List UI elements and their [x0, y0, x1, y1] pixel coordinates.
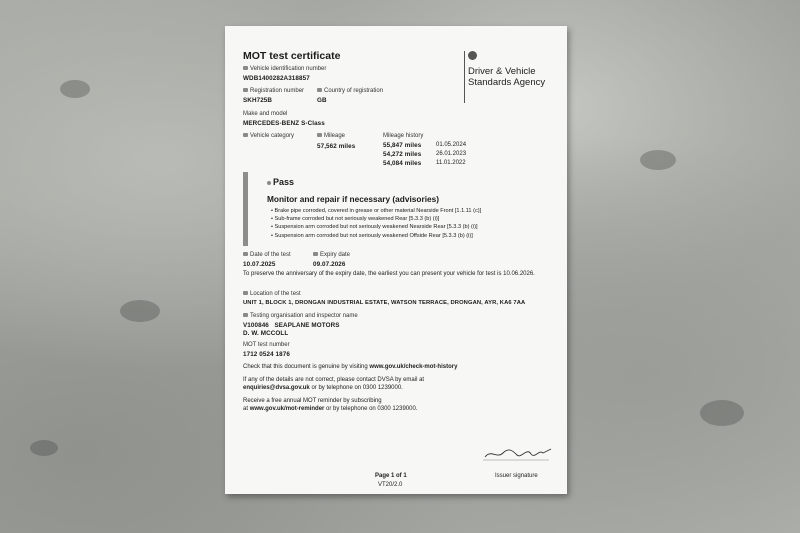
calendar-icon: [243, 252, 248, 256]
country-label: Country of registration: [317, 88, 383, 94]
page-number: Page 1 of 1: [375, 473, 407, 479]
mileage-history-label: Mileage history: [383, 133, 424, 139]
history-date: 26.01.2023: [436, 151, 467, 157]
history-date: 11.01.2022: [436, 160, 466, 166]
anniversary-note: To preserve the anniversary of the expiry date, the earliest you can present your vehicle for test is 10.06.2026.: [243, 271, 535, 277]
location-label: Location of the test: [243, 291, 301, 297]
contact-line-2: enquiries@dvsa.gov.uk or by telephone on 0300 1239000.: [243, 385, 403, 391]
mileage-label: Mileage: [317, 133, 345, 139]
history-date: 01.05.2024: [436, 142, 467, 148]
advisory-item: • Suspension arm corroded but not seriously weakened Offside Rear [5.3.3 (b) (i)]: [271, 232, 481, 240]
royal-crest-icon: [468, 51, 477, 60]
make-value: MERCEDES-BENZ S-Class: [243, 120, 325, 127]
location-icon: [243, 291, 248, 295]
advisory-item: • Suspension arm corroded but not seriously weakened Nearside Rear [5.3.3 (b) (i)]: [271, 223, 481, 231]
info-icon: [243, 88, 248, 92]
wall-stain: [700, 400, 744, 426]
contact-email-link[interactable]: enquiries@dvsa.gov.uk: [243, 385, 310, 391]
certificate-title: MOT test certificate: [243, 50, 341, 62]
mot-certificate: [225, 26, 567, 494]
expiry-label: Expiry date: [313, 252, 350, 258]
advisory-item: • Brake pipe corroded, covered in grease or other material Nearside Front [1.1.11 (c)]: [271, 207, 481, 215]
location-value: UNIT 1, BLOCK 1, DRONGAN INDUSTRIAL ESTATE, WATSON TERRACE, DRONGAN, AYR, KA6 7AA: [243, 300, 526, 306]
advisories-title: Monitor and repair if necessary (advisories): [267, 194, 439, 204]
make-label: Make and model: [243, 111, 288, 117]
expiry-value: 09.07.2026: [313, 261, 346, 268]
mileage-value: 57,562 miles: [317, 143, 356, 150]
logo-rule: [464, 51, 465, 103]
agency-name: Driver & Vehicle Standards Agency: [468, 66, 546, 88]
result-bar: [243, 172, 248, 246]
vin-value: WDB1400282A318857: [243, 75, 310, 82]
signature-label: Issuer signature: [495, 473, 538, 479]
calendar-icon: [313, 252, 318, 256]
status-icon: [267, 181, 271, 185]
wall-stain: [30, 440, 58, 456]
wall-stain: [60, 80, 90, 98]
registration-value: SKH725B: [243, 97, 273, 104]
history-miles: 54,272 miles: [383, 151, 422, 158]
wall-stain: [120, 300, 160, 322]
info-icon: [317, 88, 322, 92]
inspector-name: D. W. MCCOLL: [243, 330, 289, 337]
history-miles: 54,084 miles: [383, 160, 422, 167]
test-number-value: 1712 0524 1876: [243, 351, 290, 358]
country-value: GB: [317, 97, 327, 104]
result-section: [243, 172, 555, 246]
test-number-label: MOT test number: [243, 342, 290, 348]
category-label: Vehicle category: [243, 133, 294, 139]
registration-label: Registration number: [243, 88, 304, 94]
info-icon: [243, 133, 248, 137]
check-line: Check that this document is genuine by visiting www.gov.uk/check-mot-history: [243, 364, 458, 370]
advisory-item: • Sub-frame corroded but not seriously weakened Rear [5.3.3 (b) (i)]: [271, 215, 481, 223]
contact-line: If any of the details are not correct, please contact DVSA by email at: [243, 377, 425, 383]
advisories-list: [271, 207, 481, 240]
person-icon: [243, 313, 248, 317]
check-url-link[interactable]: www.gov.uk/check-mot-history: [369, 364, 458, 370]
vin-label: Vehicle identification number: [243, 66, 326, 72]
reminder-url-link[interactable]: www.gov.uk/mot-reminder: [249, 406, 325, 412]
test-date-value: 10.07.2025: [243, 261, 276, 268]
organisation-label: Testing organisation and inspector name: [243, 313, 358, 319]
reminder-line-2: at www.gov.uk/mot-reminder or by telephone on 0300 1239000.: [243, 406, 418, 412]
test-date-label: Date of the test: [243, 252, 291, 258]
organisation-value: V100846 SEAPLANE MOTORS: [243, 322, 340, 329]
issuer-signature: [483, 445, 553, 463]
result-status: Pass: [267, 177, 294, 187]
info-icon: [243, 66, 248, 70]
wall-stain: [640, 150, 676, 170]
reminder-line: Receive a free annual MOT reminder by subscribing: [243, 398, 382, 404]
history-miles: 55,847 miles: [383, 142, 422, 149]
info-icon: [317, 133, 322, 137]
form-code: VT20/2.0: [378, 482, 403, 488]
